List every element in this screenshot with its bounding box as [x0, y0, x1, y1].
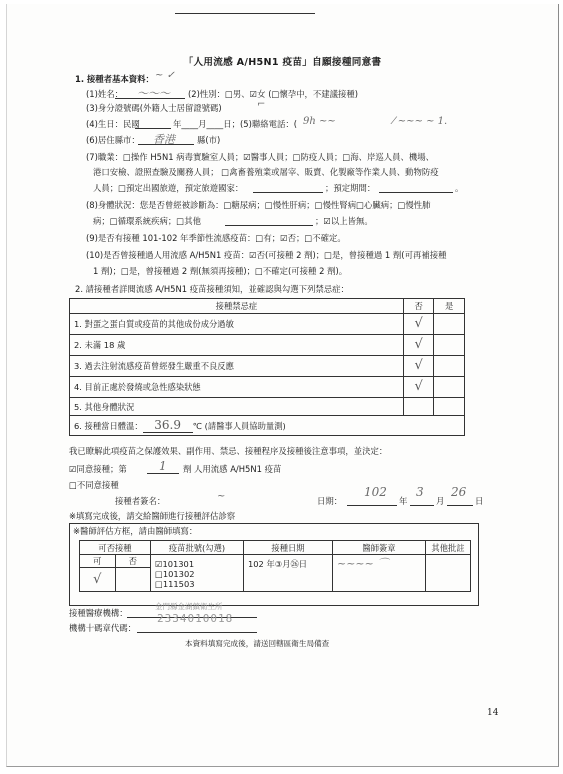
row-no-mark: √ [403, 356, 434, 377]
disagree-option: □不同意接種 [69, 480, 119, 490]
date-year-value: 102 [364, 485, 387, 499]
health-line-2b: ；☑以上皆無。 [315, 216, 373, 226]
row-text: 3. 過去注射流感疫苗曾經發生嚴重不良反應 [70, 356, 404, 377]
section1-heading: 1. 接種者基本資料： [75, 74, 154, 84]
cannot-cell [115, 568, 151, 592]
residence-label: (6)居住縣市： [86, 135, 140, 145]
can-mark: √ [80, 568, 116, 592]
institution-stamp: 金門縣金湖鎮衛生所 [155, 602, 223, 611]
name-handwriting: 〜〜〜 [137, 87, 170, 100]
table-row [70, 314, 465, 335]
table-row [70, 398, 465, 416]
doctor-signature-cell [333, 555, 426, 592]
occupation-line-1: (7)職業：□操作 H5N1 病毒實驗室人員；☑醫事人員；□防疫人員；□海、岸巡人員、機場、 [86, 152, 435, 162]
institution-code-stamp: 2334010018 [157, 612, 234, 625]
table-row [70, 377, 465, 398]
signature-line [175, 4, 315, 14]
health-line-2: 病；□循環系統疾病；□其他 [93, 216, 201, 226]
col-lot-number: 疫苗批號(勾選) [151, 541, 244, 555]
period-end: 。 [455, 183, 464, 193]
temperature-suffix: ℃ (請醫事人員協助量測) [192, 421, 286, 431]
date-month-unit: 月 [436, 496, 445, 506]
date-month-value: 3 [416, 485, 424, 499]
section2-heading: 2. 請接種者詳閱流感 A/H5N1 疫苗接種須知，並確認與勾選下列禁忌症： [75, 284, 349, 294]
col-doctor-signature: 醫師簽章 [333, 541, 426, 555]
occupation-line-3: 人員；□預定出國旅遊，預定旅遊國家： [93, 183, 244, 193]
birthday-label: (4)生日：民國 [86, 119, 140, 129]
row-text: 2. 未滿 18 歲 [70, 335, 404, 356]
row-text: 4. 目前正處於發燒或急性感染狀態 [70, 377, 404, 398]
row-text: 1. 對蛋之蛋白質或疫苗的其他成份成分過敏 [70, 314, 404, 335]
table-row [70, 356, 465, 377]
col-no: 否 [403, 299, 434, 314]
travel-period-line [379, 183, 453, 193]
id-handwriting: ⌐ [257, 99, 266, 110]
row-text: 5. 其他身體狀況 [70, 398, 404, 416]
can-label: 可 [80, 555, 116, 568]
row-no-mark: √ [403, 314, 434, 335]
col-contraindication: 接種禁忌症 [70, 299, 404, 314]
date-day-unit: 日 [475, 496, 484, 506]
page-number: 14 [487, 708, 499, 718]
col-vaccination-date: 接種日期 [244, 541, 333, 555]
dose-value: 1 [159, 459, 167, 473]
consent-statement: 我已瞭解此項疫苗之保護效果、副作用、禁忌、接種程序及接種後注意事項，並決定： [69, 446, 388, 456]
agree-option: ☑同意接種；第 [69, 464, 127, 474]
lot-option: □111503 [155, 578, 195, 589]
date-day-value: 26 [451, 485, 467, 499]
name-label: (1)姓名： [86, 89, 123, 99]
birthday-suffix: 年____月____日；(5)聯絡電話：( [173, 119, 298, 129]
occupation-line-3b: ；預定期間： [325, 183, 376, 193]
form-title: 「人用流感 A/H5N1 疫苗」自願接種同意書 [183, 57, 382, 68]
health-other-line [225, 216, 313, 226]
row-yes-cell [434, 377, 465, 398]
temperature-label: 6. 接種當日體溫： [74, 421, 143, 431]
doctor-table [79, 540, 471, 592]
health-line-1: (8)身體狀況：您是否曾經被診斷為：□糖尿病；□慢性肝病；□慢性腎病□心臟病；□慢性肺 [86, 200, 431, 210]
institution-code-label: 機構十碼章代碼： [69, 623, 136, 633]
agree-suffix: 劑 人用流感 A/H5N1 疫苗 [183, 464, 282, 474]
footer-note: 本資料填寫完成後，請送回轄區衛生局備查 [185, 639, 330, 648]
residence-suffix: 縣(市) [197, 135, 221, 145]
row-yes-cell [434, 356, 465, 377]
row-yes-cell [434, 335, 465, 356]
doctor-signature-scribble: ~~~~ ⌒ [337, 557, 389, 570]
doctor-box-title: ※醫師評估方框，請由醫師填寫： [73, 526, 198, 536]
h5n1-line-1: (10)是否曾接種過人用流感 A/H5N1 疫苗：☑否(可接種 2 劑)；□是，曾接種過 1 劑(可再補接種 [86, 250, 447, 260]
temperature-cell [70, 416, 465, 436]
date-year-unit: 年 [399, 496, 408, 506]
lot-options [151, 555, 244, 592]
flu-vaccine-field: (9)是否有接種 101-102 年季節性流感疫苗：□有；☑否；□不確定。 [86, 233, 346, 243]
institution-label: 接種醫療機構： [69, 608, 128, 618]
signature-label: 接種者簽名： [115, 496, 166, 506]
col-other-notes: 其他批註 [426, 541, 471, 555]
signature-handwriting: ~ [217, 491, 226, 502]
cannot-label: 否 [115, 555, 151, 568]
row-no-mark: √ [403, 335, 434, 356]
row-no-mark [403, 398, 434, 416]
h5n1-line-2: 1 劑)；□是，曾接種過 2 劑(無須再接種)；□不確定(可接種 2 劑)。 [93, 266, 348, 276]
lot-option: □101302 [155, 568, 195, 579]
after-fill-note: ※填寫完成後，請交給醫師進行接種評估診察 [69, 511, 236, 521]
other-notes-cell [426, 555, 471, 592]
contraindication-table [69, 298, 465, 436]
id-number-label: (3)身分證號碼(外籍人士居留證號碼) [86, 103, 222, 113]
col-can-vaccinate: 可否接種 [80, 541, 151, 555]
gender-field: (2)性別：□男、☑女 (□懷孕中，不建議接種) [188, 89, 359, 99]
handwritten-mark: ~ ✓ [155, 70, 175, 81]
consent-form-page [6, 4, 559, 767]
row-yes-cell [434, 314, 465, 335]
row-yes-cell [434, 398, 465, 416]
phone-handwriting: 9h ~~ ⁄ ~~~ ~ 1. [303, 116, 448, 127]
col-yes: 是 [434, 299, 465, 314]
occupation-line-2: 港口安檢、證照查驗及關務人員； □禽畜養殖業或屠宰、販賣、化製廠等作業人員、動物防疫 [93, 167, 439, 177]
row-no-mark: √ [403, 377, 434, 398]
table-row [70, 335, 465, 356]
vaccination-date-value: 102 年③月㉖日 [244, 555, 333, 592]
travel-country-line [253, 183, 323, 193]
date-label: 日期： [317, 496, 343, 506]
residence-handwriting: 香港 [153, 133, 175, 146]
lot-option: ☑101301 [155, 558, 195, 569]
temperature-row [70, 416, 465, 436]
temperature-value: 36.9 [143, 418, 193, 433]
birth-year-line [135, 119, 171, 129]
